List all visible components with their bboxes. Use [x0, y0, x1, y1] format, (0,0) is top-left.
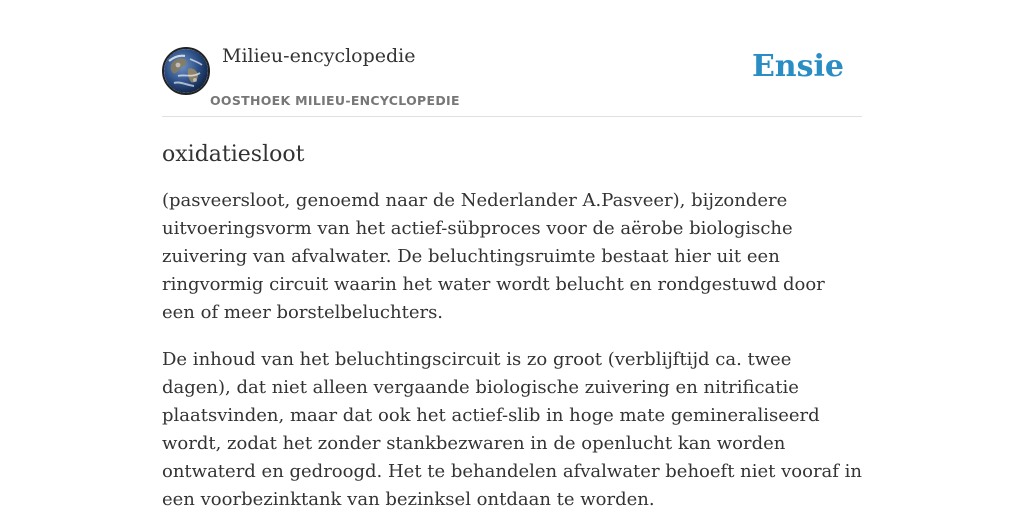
article-paragraph: (pasveersloot, genoemd naar de Nederlander A.Pasveer), bijzondere uitvoeringsvorm van het actief-sübproces voor de aërobe biologische zuivering van afvalwater. De beluchtingsruimte bestaat hier uit een ringvormig circuit waarin het water wordt belucht en rondgestuwd door een of meer borstelbeluchters.: [162, 190, 825, 323]
article-paragraph: De inhoud van het beluchtingscircuit is zo groot (verblijftijd ca. twee dagen), dat niet alleen vergaande biologische zuivering en nitrificatie plaatsvinden, maar dat ook het actief-slib in hoge mate gemineraliseerd wordt, zodat het zonder stankbezwaren in de openlucht kan worden ontwaterd en gedroogd. Het te behandelen afvalwater behoeft niet vooraf in een voorbezinktank van bezinksel ontdaan te worden.: [162, 349, 863, 510]
page: [162, 0, 862, 514]
site-name[interactable]: Milieu-encyclopedie: [222, 45, 416, 67]
article-body: [162, 187, 862, 514]
article-term: oxidatiesloot: [162, 142, 305, 167]
earth-globe-icon[interactable]: [162, 47, 210, 95]
site-subtitle: OOSTHOEK MILIEU-ENCYCLOPEDIE: [210, 93, 460, 108]
site-header: [162, 0, 862, 117]
ensie-brand-link[interactable]: Ensie: [751, 49, 844, 84]
